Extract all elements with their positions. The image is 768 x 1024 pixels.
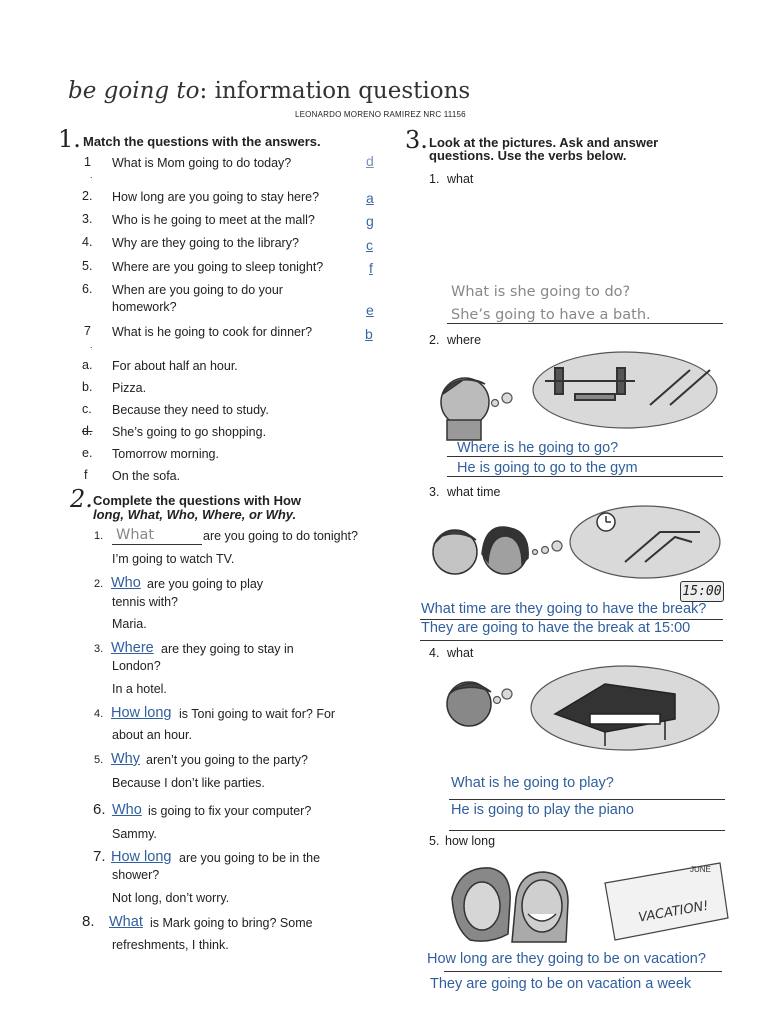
s2-item4-text2: about an hour. [112, 728, 192, 742]
s1-opt-f-text: On the sofa. [112, 469, 181, 483]
s2-item4-answer[interactable]: How long [111, 705, 172, 721]
s2-item3-text2: London? [112, 659, 161, 673]
s1-q1-number: 1 [84, 155, 91, 169]
s1-q7-text: What is he going to cook for dinner? [112, 325, 313, 339]
s3-item3-answer: They are going to have the break at 15:00 [421, 620, 691, 636]
s1-q3-answer[interactable]: g [366, 213, 374, 229]
s2-item8-answer[interactable]: What [109, 914, 143, 930]
section3-heading-line2: questions. Use the verbs below. [429, 148, 627, 163]
s2-item5-reply: Because I don’t like parties. [112, 776, 265, 790]
s3-item1-question: What is she going to do? [451, 284, 631, 300]
s2-item2-text: are you going to play [147, 577, 264, 591]
s2-item2-number: 2. [94, 578, 104, 590]
s3-item2-number: 2. [429, 333, 440, 347]
s2-item2-text2: tennis with? [112, 595, 179, 609]
s2-item2-answer[interactable]: Who [111, 575, 141, 591]
s1-q1-text: What is Mom going to do today? [112, 156, 292, 170]
s1-q2-answer[interactable]: a [366, 190, 374, 206]
s2-item7-text: are you going to be in the [179, 851, 321, 865]
s2-item6-answer[interactable]: Who [112, 802, 142, 818]
s2-item8-text: is Mark going to bring? Some [150, 916, 313, 930]
s1-q5-number: 5. [82, 259, 93, 273]
s1-opt-f-letter: f [84, 468, 88, 482]
calendar-vacation-text: VACATION! [637, 898, 710, 926]
piano-thought-illustration [445, 664, 725, 754]
s3-item2-verb: where [447, 333, 482, 347]
section1-number: 1. [58, 125, 81, 153]
s2-item3-number: 3. [94, 643, 104, 655]
s2-item1-answer[interactable]: What [116, 527, 155, 543]
s2-item7-answer[interactable]: How long [111, 849, 172, 865]
s1-opt-b-text: Pizza. [112, 381, 147, 395]
s2-item3-answer[interactable]: Where [111, 640, 154, 656]
s1-q6-answer[interactable]: e [366, 302, 374, 318]
s1-q4-number: 4. [82, 235, 93, 249]
s3-item4-number: 4. [429, 646, 440, 660]
section1-heading: Match the questions with the answers. [83, 134, 321, 149]
s1-opt-e-text: Tomorrow morning. [112, 447, 219, 461]
s2-item1-number: 1. [94, 530, 104, 542]
calendar-month: JUNE [690, 865, 711, 874]
s2-item5-text: aren’t you going to the party? [146, 753, 308, 767]
s3-item4-verb: what [447, 646, 474, 660]
s1-q2-text: How long are you going to stay here? [112, 190, 320, 204]
s3-item1-verb: what [447, 172, 474, 186]
s1-opt-e-letter: e. [82, 446, 93, 460]
section2-heading-line2: long, What, Who, Where, or Why. [93, 507, 297, 522]
s3-item1-number: 1. [429, 172, 440, 186]
section2-heading-line1: Complete the questions with How [93, 493, 302, 508]
s1-q4-answer[interactable]: c [366, 237, 373, 253]
s3-item5-question: How long are they going to be on vacation? [427, 951, 706, 967]
s2-item5-answer[interactable]: Why [111, 751, 140, 767]
s2-item3-text: are they going to stay in [161, 642, 294, 656]
s2-item1-reply: I’m going to watch TV. [112, 552, 235, 566]
s1-q5-answer[interactable]: f [369, 260, 373, 276]
section3-heading-line1: Look at the pictures. Ask and answer [429, 135, 659, 150]
s2-item4-number: 4. [94, 708, 104, 720]
s1-q6-text: When are you going to do your homework? [112, 283, 283, 314]
digital-clock-icon: 15:00 [680, 581, 724, 602]
s2-item6-text: is going to fix your computer? [148, 804, 312, 818]
s2-item4-text: is Toni going to wait for? For [179, 707, 336, 721]
s1-q7-number: 7 [84, 324, 91, 338]
s1-opt-c-text: Because they need to study. [112, 403, 269, 417]
s2-item8-number: 8. [82, 913, 95, 930]
s3-item4-answer: He is going to play the piano [451, 802, 634, 818]
vacation-illustration [450, 858, 730, 948]
s2-item8-text2: refreshments, I think. [112, 938, 229, 952]
s3-item3-question: What time are they going to have the break? [421, 601, 707, 617]
s3-item5-answer: They are going to be on vacation a week [430, 976, 692, 992]
s2-item6-number: 6. [93, 801, 106, 818]
s1-q3-text: Who is he going to meet at the mall? [112, 213, 315, 227]
s1-q6-number: 6. [82, 282, 93, 296]
s1-opt-a-letter: a. [82, 358, 93, 372]
s2-item3-reply: In a hotel. [112, 682, 167, 696]
s1-opt-d-letter: d. [82, 424, 93, 438]
s2-item7-reply: Not long, don’t worry. [112, 891, 230, 905]
s2-item6-reply: Sammy. [112, 827, 157, 841]
section2-number: 2. [70, 485, 93, 513]
s1-opt-b-letter: b. [82, 380, 93, 394]
s3-item5-verb: how long [445, 834, 496, 848]
s3-item2-question: Where is he going to go? [457, 440, 619, 456]
page-title: be going to: information questions [68, 78, 471, 104]
s3-item2-answer: He is going to go to the gym [457, 460, 638, 476]
s1-q5-text: Where are you going to sleep tonight? [112, 260, 324, 274]
s2-item5-number: 5. [94, 754, 104, 766]
s1-q3-number: 3. [82, 212, 93, 226]
s1-q2-number: 2. [82, 189, 93, 203]
s2-item1-text: are you going to do tonight? [203, 529, 358, 543]
s1-q7-answer[interactable]: b [365, 326, 373, 342]
s1-opt-d-text: She’s going to go shopping. [112, 425, 267, 439]
s2-item2-reply: Maria. [112, 617, 147, 631]
s3-item3-number: 3. [429, 485, 440, 499]
s2-item7-number: 7. [93, 848, 106, 865]
gym-thought-illustration [435, 350, 725, 442]
s3-item4-question: What is he going to play? [451, 775, 614, 791]
section3-number: 3. [405, 126, 428, 154]
s3-item5-number: 5. [429, 834, 440, 848]
author-name: LEONARDO MORENO RAMIREZ NRC 11156 [295, 110, 466, 119]
s2-item7-text2: shower? [112, 868, 160, 882]
s1-opt-c-letter: c. [82, 402, 92, 416]
s3-item3-verb: what time [447, 485, 501, 499]
s3-item1-answer: She’s going to have a bath. [451, 307, 651, 323]
s1-opt-a-text: For about half an hour. [112, 359, 238, 373]
s1-q4-text: Why are they going to the library? [112, 236, 299, 250]
s1-q1-answer[interactable]: d [366, 153, 374, 169]
